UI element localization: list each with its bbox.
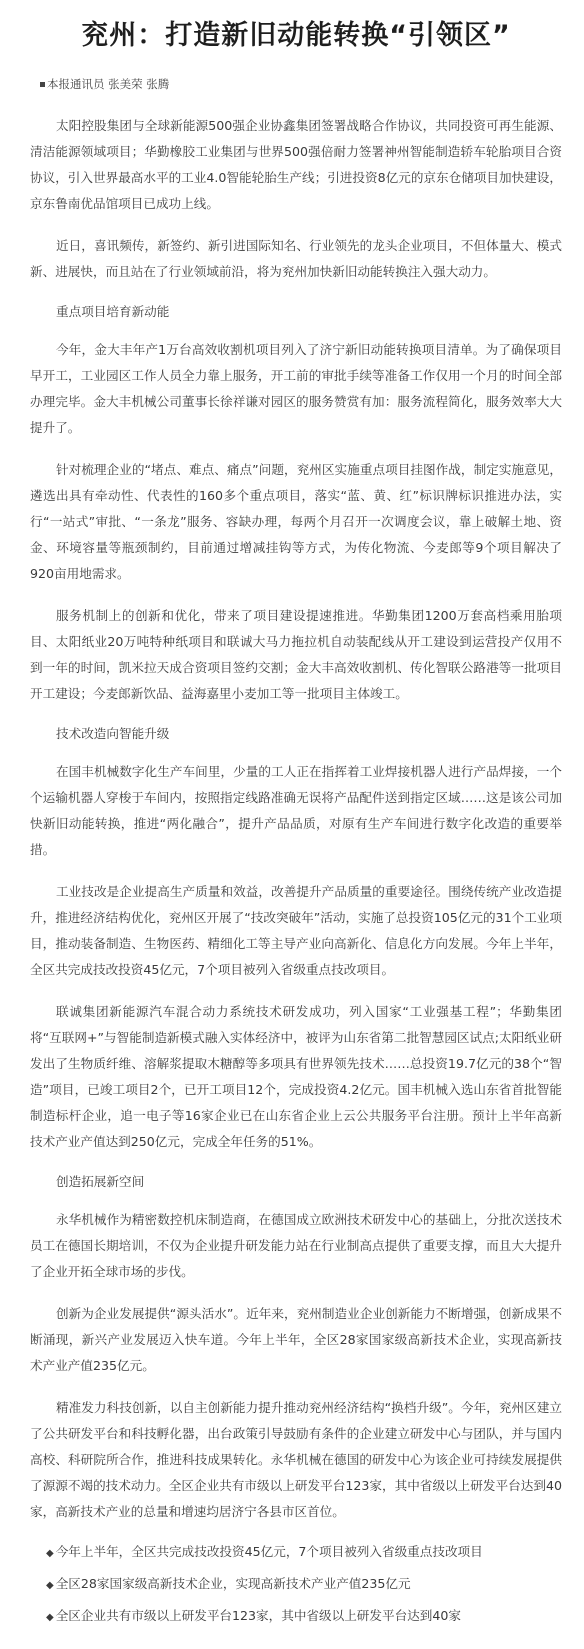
summary-bullet [46,1573,562,1597]
summary-bullet-text: 今年上半年，全区共完成技改投资45亿元，7个项目被列入省级重点技改项目 [55,1544,483,1559]
paragraph: 服务机制上的创新和优化，带来了项目建设提速推进。华勤集团1200万套高档乘用胎项目、太阳纸业20万吨特种纸项目和联诚大马力拖拉机自动装配线从开工建设到运营投产仅用不到一年的时间，凯米拉天成合资项目签约交割；金大丰高效收割机、传化智联公路港等一批项目开工建设；今麦郎新饮品、益海嘉里小麦加工等一批项目主体竣工。 [30,608,562,701]
diamond-bullet-icon: ◆ [46,1612,54,1623]
diamond-bullet-icon: ◆ [46,1548,54,1559]
article-title: 兖州：打造新旧动能转换“引领区” [81,20,511,51]
paragraph: 联诚集团新能源汽车混合动力系统技术研发成功，列入国家“工业强基工程”；华勤集团将“互联网+”与智能制造新模式融入实体经济中，被评为山东省第二批智慧园区试点;太阳纸业研发出了生物质纤维、溶解浆提取木糖醇等多项具有世界领先技术……总投资19.7亿元的38个“智造”项目，已竣工项目2个，已开工项目12个，完成投资4.2亿元。国丰机械入选山东省首批智能制造标杆企业，追一电子等16家企业已在山东省企业上云公共服务平台注册。预计上半年高新技术产业产值达到250亿元，完成全年任务的51%。 [30,1004,562,1149]
summary-bullet [46,1541,562,1565]
paragraph: 今年，金大丰年产1万台高效收割机项目列入了济宁新旧动能转换项目清单。为了确保项目早开工，工业园区工作人员全力靠上服务，开工前的审批手续等准备工作仅用一个月的时间全部办理完毕。金大丰机械公司董事长徐祥谦对园区的服务赞赏有加：服务流程简化，服务效率大大提升了。 [30,342,562,435]
paragraph: 针对梳理企业的“堵点、难点、痛点”问题，兖州区实施重点项目挂图作战，制定实施意见，遴选出具有牵动性、代表性的160多个重点项目，落实“蓝、黄、红”标识牌标识推进办法，实行“一站式”审批、“一条龙”服务、容缺办理，每两个月召开一次调度会议，靠上破解土地、资金、环境容量等瓶颈制约，目前通过增减挂钩等方式，为传化物流、今麦郎等9个项目解决了920亩用地需求。 [30,462,562,581]
section-heading: 创造拓展新空间 [56,1174,145,1189]
byline-text: 本报通讯员 张美荣 张腾 [47,77,170,91]
summary-bullet [46,1605,562,1629]
paragraph: 精准发力科技创新，以自主创新能力提升推动兖州经济结构“换档升级”。今年，兖州区建立了公共研发平台和科技孵化器，出台政策引导鼓励有条件的企业建立研发中心与团队，并与国内高校、科研院所合作，推进科技成果转化。永华机械在德国的研发中心为该企业可持续发展提供了源源不竭的技术动力。全区企业共有市级以上研发平台123家，其中省级以上研发平台达到40家，高新技术产业的总量和增速均居济宁各县市区首位。 [30,1400,562,1519]
paragraph: 太阳控股集团与全球新能源500强企业协鑫集团签署战略合作协议，共同投资可再生能源、清洁能源领域项目；华勤橡胶工业集团与世界500强倍耐力签署神州智能制造轿车轮胎项目合资协议，引入世界最高水平的工业4.0智能轮胎生产线；引进投资8亿元的京东仓储项目加快建设，京东鲁南优品馆项目已成功上线。 [30,118,562,211]
section-heading: 技术改造向智能升级 [56,726,170,741]
square-bullet-icon [40,82,45,87]
paragraph: 在国丰机械数字化生产车间里，少量的工人正在指挥着工业焊接机器人进行产品焊接，一个个运输机器人穿梭于车间内，按照指定线路准确无误将产品配件送到指定区域……这是该公司加快新旧动能转换，推进“两化融合”，提升产品品质，对原有生产车间进行数字化改造的重要举措。 [30,764,562,857]
summary-bullet-text: 全区28家国家级高新技术企业，实现高新技术产业产值235亿元 [55,1576,411,1591]
paragraph: 创新为企业发展提供“源头活水”。近年来，兖州制造业企业创新能力不断增强，创新成果不断涌现，新兴产业发展迈入快车道。今年上半年，全区28家国家级高新技术企业，实现高新技术产业产值235亿元。 [30,1306,562,1373]
paragraph: 永华机械作为精密数控机床制造商，在德国成立欧洲技术研发中心的基础上，分批次送技术员工在德国长期培训，不仅为企业提升研发能力站在行业制高点提供了重要支撑，而且大大提升了企业开拓全球市场的步伐。 [30,1212,562,1279]
article-body [30,113,562,1629]
section-heading: 重点项目培育新动能 [56,304,170,319]
diamond-bullet-icon: ◆ [46,1580,54,1591]
summary-bullet-text: 全区企业共有市级以上研发平台123家，其中省级以上研发平台达到40家 [55,1608,461,1623]
paragraph: 近日，喜讯频传，新签约、新引进国际知名、行业领先的龙头企业项目，不但体量大、模式新、进展快，而且站在了行业领域前沿，将为兖州加快新旧动能转换注入强大动力。 [30,238,562,279]
paragraph: 工业技改是企业提高生产质量和效益，改善提升产品质量的重要途径。围绕传统产业改造提升，推进经济结构优化，兖州区开展了“技改突破年”活动，实施了总投资105亿元的31个工业项目，推动装备制造、生物医药、精细化工等主导产业向高新化、信息化方向发展。今年上半年，全区共完成技改投资45亿元，7个项目被列入省级重点技改项目。 [30,884,562,977]
byline [40,76,562,92]
